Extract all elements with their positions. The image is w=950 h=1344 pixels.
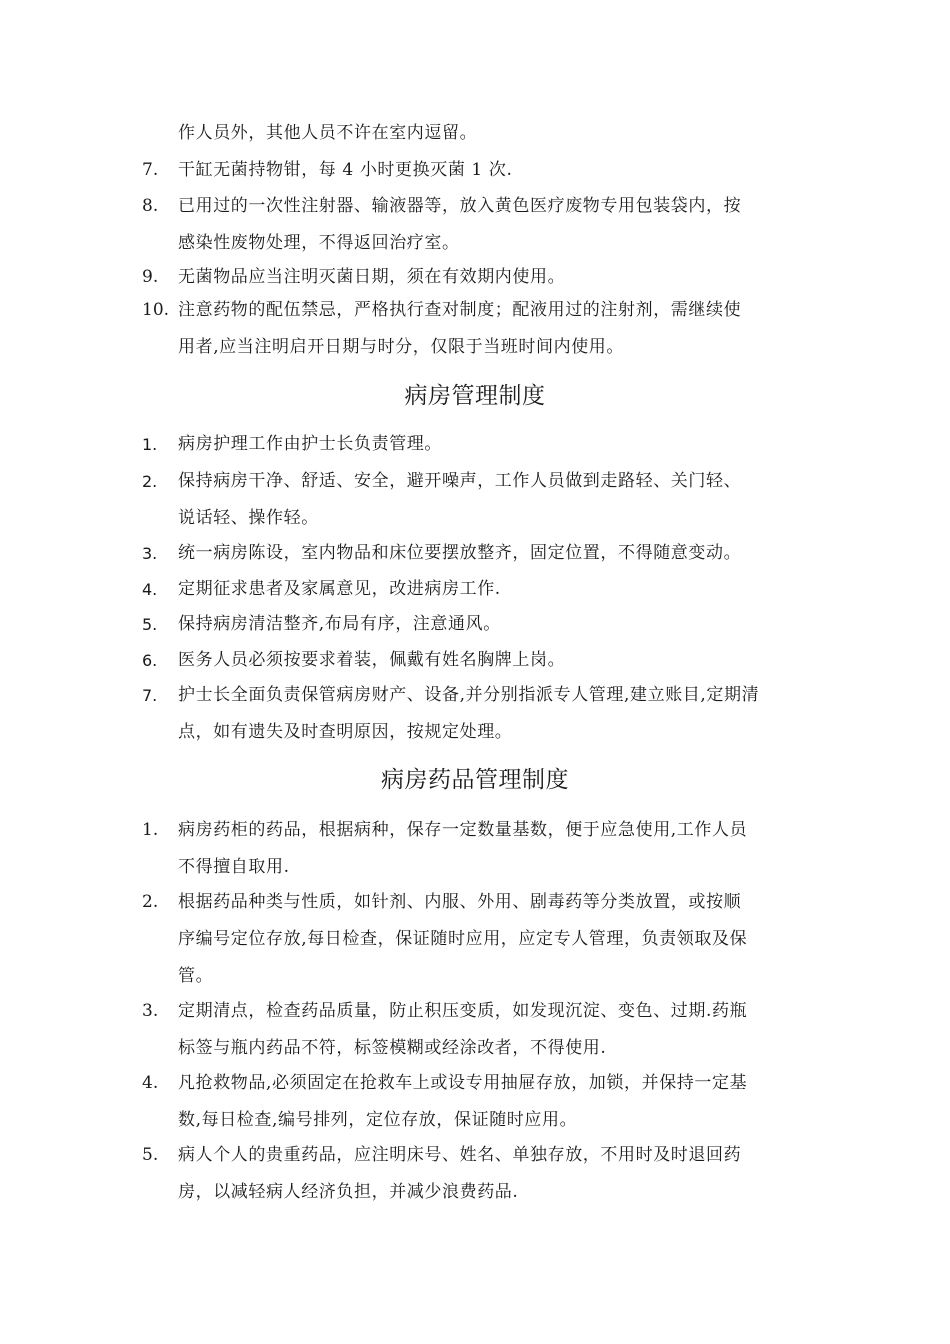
list-item-text: 管。 — [178, 966, 214, 986]
list-item-text: 保持病房清洁整齐,布局有序，注意通风。 — [178, 614, 501, 634]
list-item-number: 9. — [142, 267, 159, 287]
section-title: 病房管理制度 — [404, 383, 546, 409]
list-item-number: 8. — [142, 196, 159, 216]
list-item-number: 7. — [142, 686, 158, 705]
list-item-number: 3. — [142, 544, 158, 563]
list-item-number: 6. — [142, 651, 158, 670]
list-item-number: 3. — [142, 1001, 159, 1021]
list-item-text: 注意药物的配伍禁忌，严格执行查对制度；配液用过的注射剂，需继续使 — [178, 300, 742, 320]
list-item-number: 2. — [142, 892, 159, 912]
list-item-text: 房，以减轻病人经济负担，并减少浪费药品. — [178, 1182, 519, 1202]
list-item-number: 7. — [142, 160, 159, 180]
list-item-text: 凡抢救物品,必须固定在抢救车上或设专用抽屉存放，加锁，并保持一定基 — [178, 1073, 748, 1093]
list-item-text: 定期征求患者及家属意见，改进病房工作. — [178, 579, 501, 599]
list-item-number: 5. — [142, 1145, 159, 1165]
list-item-text: 说话轻、操作轻。 — [178, 508, 319, 528]
list-item-number: 10. — [142, 300, 170, 320]
list-item-text: 定期清点，检查药品质量，防止积压变质，如发现沉淀、变色、过期.药瓶 — [178, 1001, 748, 1021]
list-item-text: 病房护理工作由护士长负责管理。 — [178, 434, 442, 454]
list-item-text: 已用过的一次性注射器、输液器等，放入黄色医疗废物专用包装袋内，按 — [178, 196, 742, 216]
section-title: 病房药品管理制度 — [381, 767, 569, 793]
list-item-text: 作人员外，其他人员不许在室内逗留。 — [178, 123, 478, 143]
list-item-text: 不得擅自取用. — [178, 857, 290, 877]
list-item-number: 1. — [142, 435, 158, 454]
list-item-text: 护士长全面负责保管病房财产、设备,并分别指派专人管理,建立账目,定期清 — [178, 685, 760, 705]
list-item-text: 点，如有遗失及时查明原因，按规定处理。 — [178, 722, 513, 742]
list-item-text: 感染性废物处理，不得返回治疗室。 — [178, 233, 460, 253]
list-item-number: 4. — [142, 1073, 159, 1093]
list-item-number: 2. — [142, 472, 158, 491]
list-item-text: 保持病房干净、舒适、安全，避开噪声，工作人员做到走路轻、关门轻、 — [178, 471, 742, 491]
list-item-text: 统一病房陈设，室内物品和床位要摆放整齐，固定位置，不得随意变动。 — [178, 543, 742, 563]
list-item-text: 医务人员必须按要求着装，佩戴有姓名胸牌上岗。 — [178, 650, 566, 670]
list-item-text: 序编号定位存放,每日检查，保证随时应用，应定专人管理，负责领取及保 — [178, 929, 748, 949]
list-item-text: 根据药品种类与性质，如针剂、内服、外用、剧毒药等分类放置，或按顺 — [178, 892, 742, 912]
list-item-text: 病房药柜的药品，根据病种，保存一定数量基数，便于应急使用,工作人员 — [178, 820, 748, 840]
list-item-text: 标签与瓶内药品不符，标签模糊或经涂改者，不得使用. — [178, 1038, 607, 1058]
list-item-text: 无菌物品应当注明灭菌日期，须在有效期内使用。 — [178, 267, 566, 287]
list-item-number: 1. — [142, 820, 159, 840]
list-item-text: 病人个人的贵重药品，应注明床号、姓名、单独存放，不用时及时退回药 — [178, 1145, 742, 1165]
list-item-text: 数,每日检查,编号排列，定位存放，保证随时应用。 — [178, 1110, 578, 1130]
list-item-number: 4. — [142, 580, 158, 599]
list-item-text: 干缸无菌持物钳，每 4 小时更换灭菌 1 次. — [178, 160, 513, 180]
list-item-text: 用者,应当注明启开日期与时分，仅限于当班时间内使用。 — [178, 337, 625, 357]
list-item-number: 5. — [142, 615, 158, 634]
